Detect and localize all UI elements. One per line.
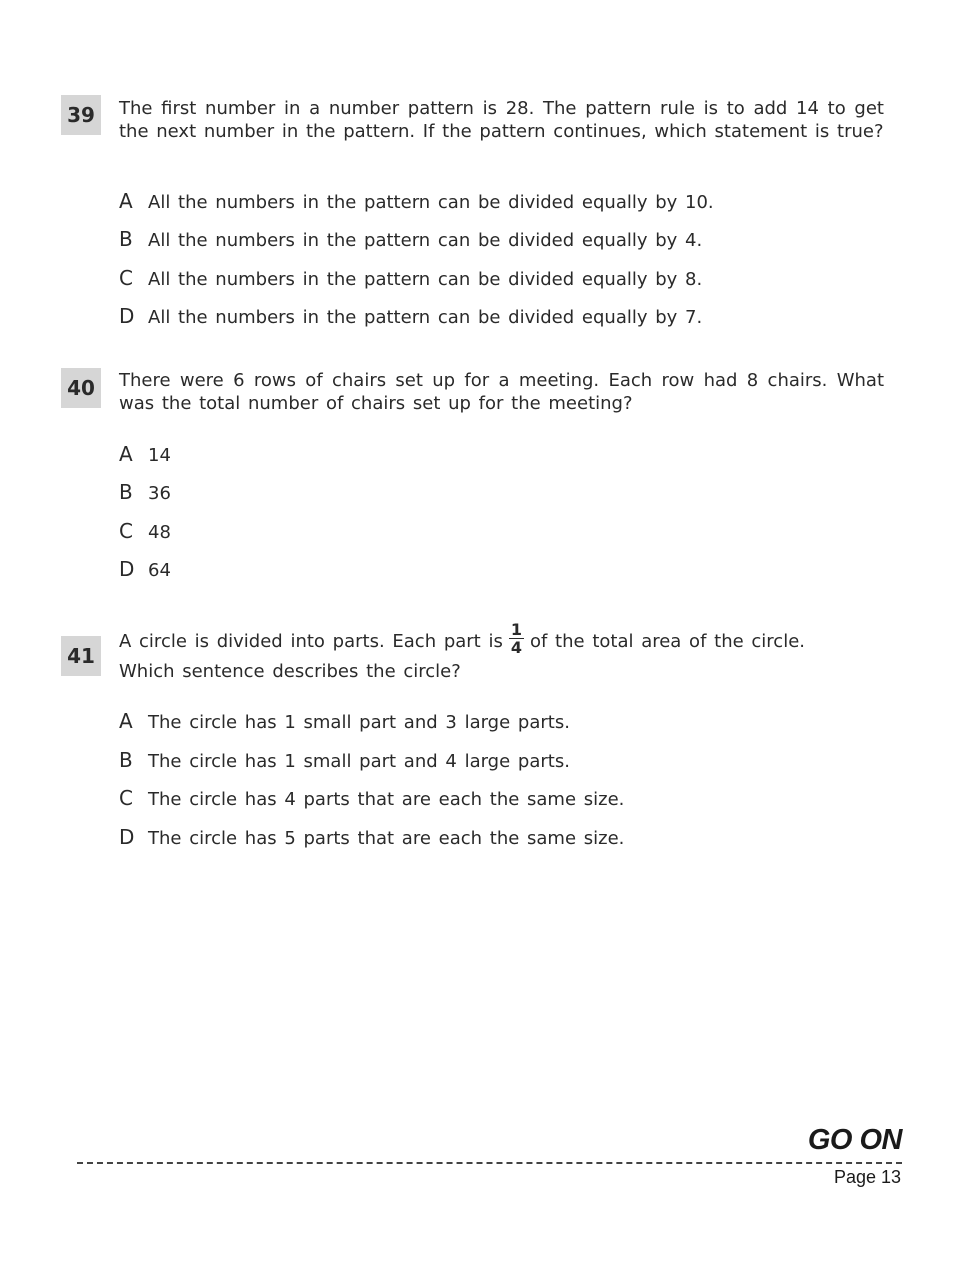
fraction-one-fourth xyxy=(509,620,524,657)
answer-option[interactable] xyxy=(119,189,714,215)
option-letter: A xyxy=(119,189,133,213)
option-text: All the numbers in the pattern can be divided equally by 7. xyxy=(148,307,703,328)
stem-text: Which sentence describes the circle? xyxy=(119,661,461,682)
answer-option[interactable] xyxy=(119,442,171,468)
answer-option[interactable] xyxy=(119,480,171,506)
answer-option[interactable] xyxy=(119,304,702,330)
option-letter: A xyxy=(119,442,133,466)
question-number: 41 xyxy=(61,636,101,676)
option-letter: B xyxy=(119,227,133,251)
question-stem: The first number in a number pattern is 28. The pattern rule is to add 14 to get the next number in the pattern. If the pattern continues, which statement is true? xyxy=(119,98,884,142)
answer-option[interactable] xyxy=(119,227,702,253)
stem-text: of the total area of the circle. xyxy=(529,631,805,652)
option-text: The circle has 1 small part and 4 large parts. xyxy=(148,751,570,772)
answer-option[interactable] xyxy=(119,786,624,812)
option-letter: B xyxy=(119,748,133,772)
option-letter: A xyxy=(119,709,133,733)
fraction-denominator: 4 xyxy=(510,638,522,657)
option-text: 36 xyxy=(148,483,171,504)
option-letter: D xyxy=(119,825,135,849)
page-number: Page 13 xyxy=(833,1167,901,1187)
answer-option[interactable] xyxy=(119,266,702,292)
option-text: 64 xyxy=(148,560,171,581)
option-text: The circle has 4 parts that are each the same size. xyxy=(148,789,625,810)
option-letter: D xyxy=(119,557,135,581)
option-text: All the numbers in the pattern can be divided equally by 4. xyxy=(148,230,703,251)
question-stem: There were 6 rows of chairs set up for a meeting. Each row had 8 chairs. What was the total number of chairs set up for the meeting? xyxy=(119,370,884,414)
option-letter: B xyxy=(119,480,133,504)
answer-option[interactable] xyxy=(119,557,171,583)
option-text: 14 xyxy=(148,445,171,466)
option-text: 48 xyxy=(148,522,171,543)
stem-text: A circle is divided into parts. Each part is xyxy=(119,631,503,652)
option-letter: C xyxy=(119,786,133,810)
option-text: All the numbers in the pattern can be divided equally by 10. xyxy=(148,192,714,213)
question-number: 40 xyxy=(61,368,101,408)
option-text: The circle has 5 parts that are each the same size. xyxy=(148,828,625,849)
option-letter: C xyxy=(119,266,133,290)
option-text: All the numbers in the pattern can be divided equally by 8. xyxy=(148,269,703,290)
answer-option[interactable] xyxy=(119,519,171,545)
option-letter: D xyxy=(119,304,135,328)
answer-option[interactable] xyxy=(119,709,570,735)
option-letter: C xyxy=(119,519,133,543)
fraction-numerator: 1 xyxy=(510,620,522,639)
footer-divider xyxy=(77,1162,902,1164)
go-on-label: GO ON xyxy=(807,1124,902,1156)
answer-option[interactable] xyxy=(119,748,570,774)
question-number: 39 xyxy=(61,95,101,135)
answer-option[interactable] xyxy=(119,825,624,851)
question-stem xyxy=(119,620,884,686)
option-text: The circle has 1 small part and 3 large parts. xyxy=(148,712,570,733)
